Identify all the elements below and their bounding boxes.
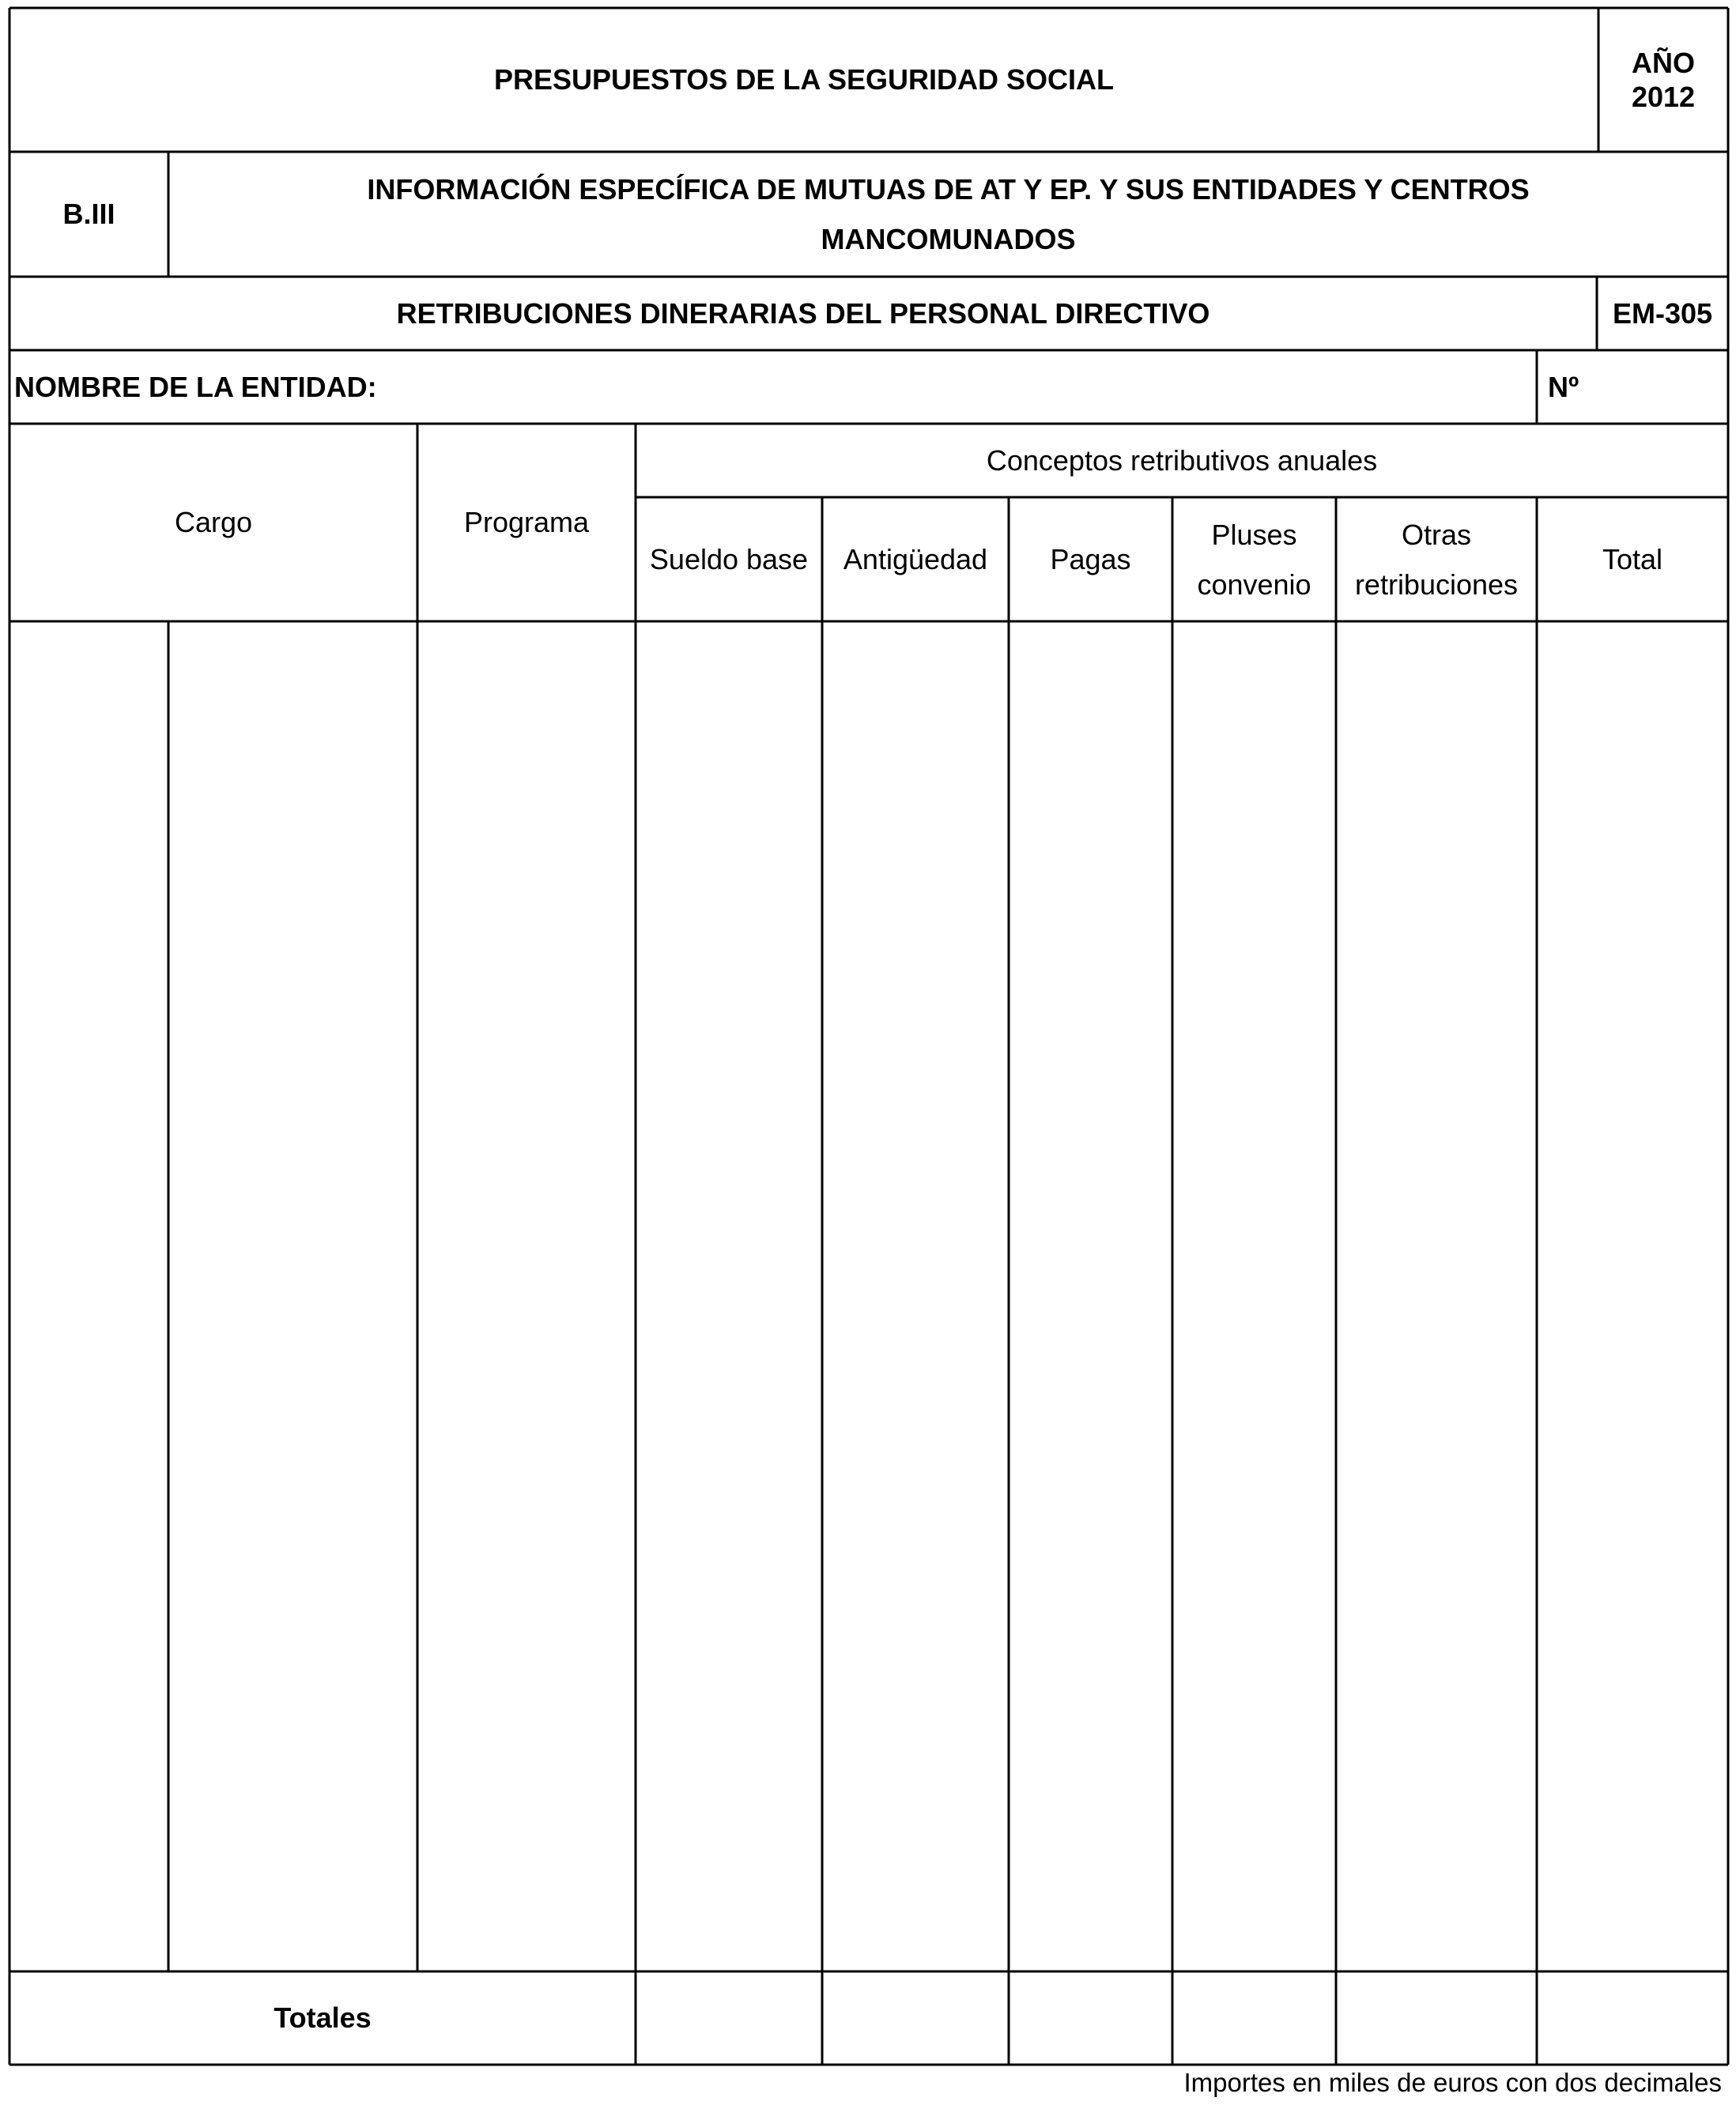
cargo-label: Cargo xyxy=(174,506,253,538)
section-title xyxy=(168,152,1728,277)
section-title-line1: INFORMACIÓN ESPECÍFICA DE MUTUAS DE AT Y EP. Y SUS ENTIDADES Y CENTROS xyxy=(367,173,1530,206)
totals-cell-total[interactable] xyxy=(1537,1971,1728,2065)
totals-cell-pagas[interactable] xyxy=(1009,1971,1172,2065)
group-header-concepts xyxy=(636,424,1728,497)
concept-label-line1: Pagas xyxy=(1050,543,1131,575)
column-header-sueldo-base xyxy=(636,497,822,621)
entity-number-field[interactable] xyxy=(1537,350,1728,424)
concept-label-line1: Sueldo base xyxy=(649,543,809,575)
entity-name-label: NOMBRE DE LA ENTIDAD: xyxy=(14,370,377,403)
concept-label-line1: Total xyxy=(1602,543,1663,575)
form-code xyxy=(1597,277,1728,350)
column-header-programa xyxy=(417,424,636,621)
column-header-total xyxy=(1537,497,1728,621)
footer-note: Importes en miles de euros con dos decimales xyxy=(1183,2068,1722,2097)
totals-label xyxy=(9,1971,636,2065)
totals-cell-pluses-convenio[interactable] xyxy=(1172,1971,1336,2065)
table-body-entry-area[interactable] xyxy=(9,621,1728,1971)
section-code-text: B.III xyxy=(62,198,115,230)
form-title-text: RETRIBUCIONES DINERARIAS DEL PERSONAL DIRECTIVO xyxy=(396,296,1210,330)
totals-label-text: Totales xyxy=(274,2001,372,2034)
totals-cell-otras-retribuciones[interactable] xyxy=(1336,1971,1537,2065)
column-header-pagas xyxy=(1009,497,1172,621)
programa-label: Programa xyxy=(463,506,590,538)
column-header-antiguedad xyxy=(822,497,1009,621)
concept-label-line2: convenio xyxy=(1197,568,1311,601)
form-code-text: EM-305 xyxy=(1612,296,1713,330)
totals-cell-antiguedad[interactable] xyxy=(822,1971,1009,2065)
document-title-text: PRESUPUESTOS DE LA SEGURIDAD SOCIAL xyxy=(493,63,1115,96)
year-label: AÑO xyxy=(1632,46,1695,79)
entity-number-label: Nº xyxy=(1548,370,1579,403)
concept-label-line1: Otras xyxy=(1401,518,1471,551)
form-title xyxy=(9,277,1597,350)
section-code xyxy=(9,152,168,277)
concept-label-line2: retribuciones xyxy=(1354,568,1519,601)
year-box xyxy=(1598,8,1728,152)
entity-name-field[interactable] xyxy=(9,350,1537,424)
column-header-otras-retribuciones xyxy=(1336,497,1537,621)
concept-label-line1: Antigüedad xyxy=(843,543,988,575)
totals-cell-sueldo-base[interactable] xyxy=(636,1971,822,2065)
document-title xyxy=(9,8,1598,152)
column-header-pluses-convenio xyxy=(1172,497,1336,621)
column-header-cargo xyxy=(9,424,417,621)
section-title-line2: MANCOMUNADOS xyxy=(821,223,1076,255)
group-header-label: Conceptos retributivos anuales xyxy=(986,443,1378,477)
year-value: 2012 xyxy=(1631,81,1696,113)
concept-label-line1: Pluses xyxy=(1211,518,1297,551)
